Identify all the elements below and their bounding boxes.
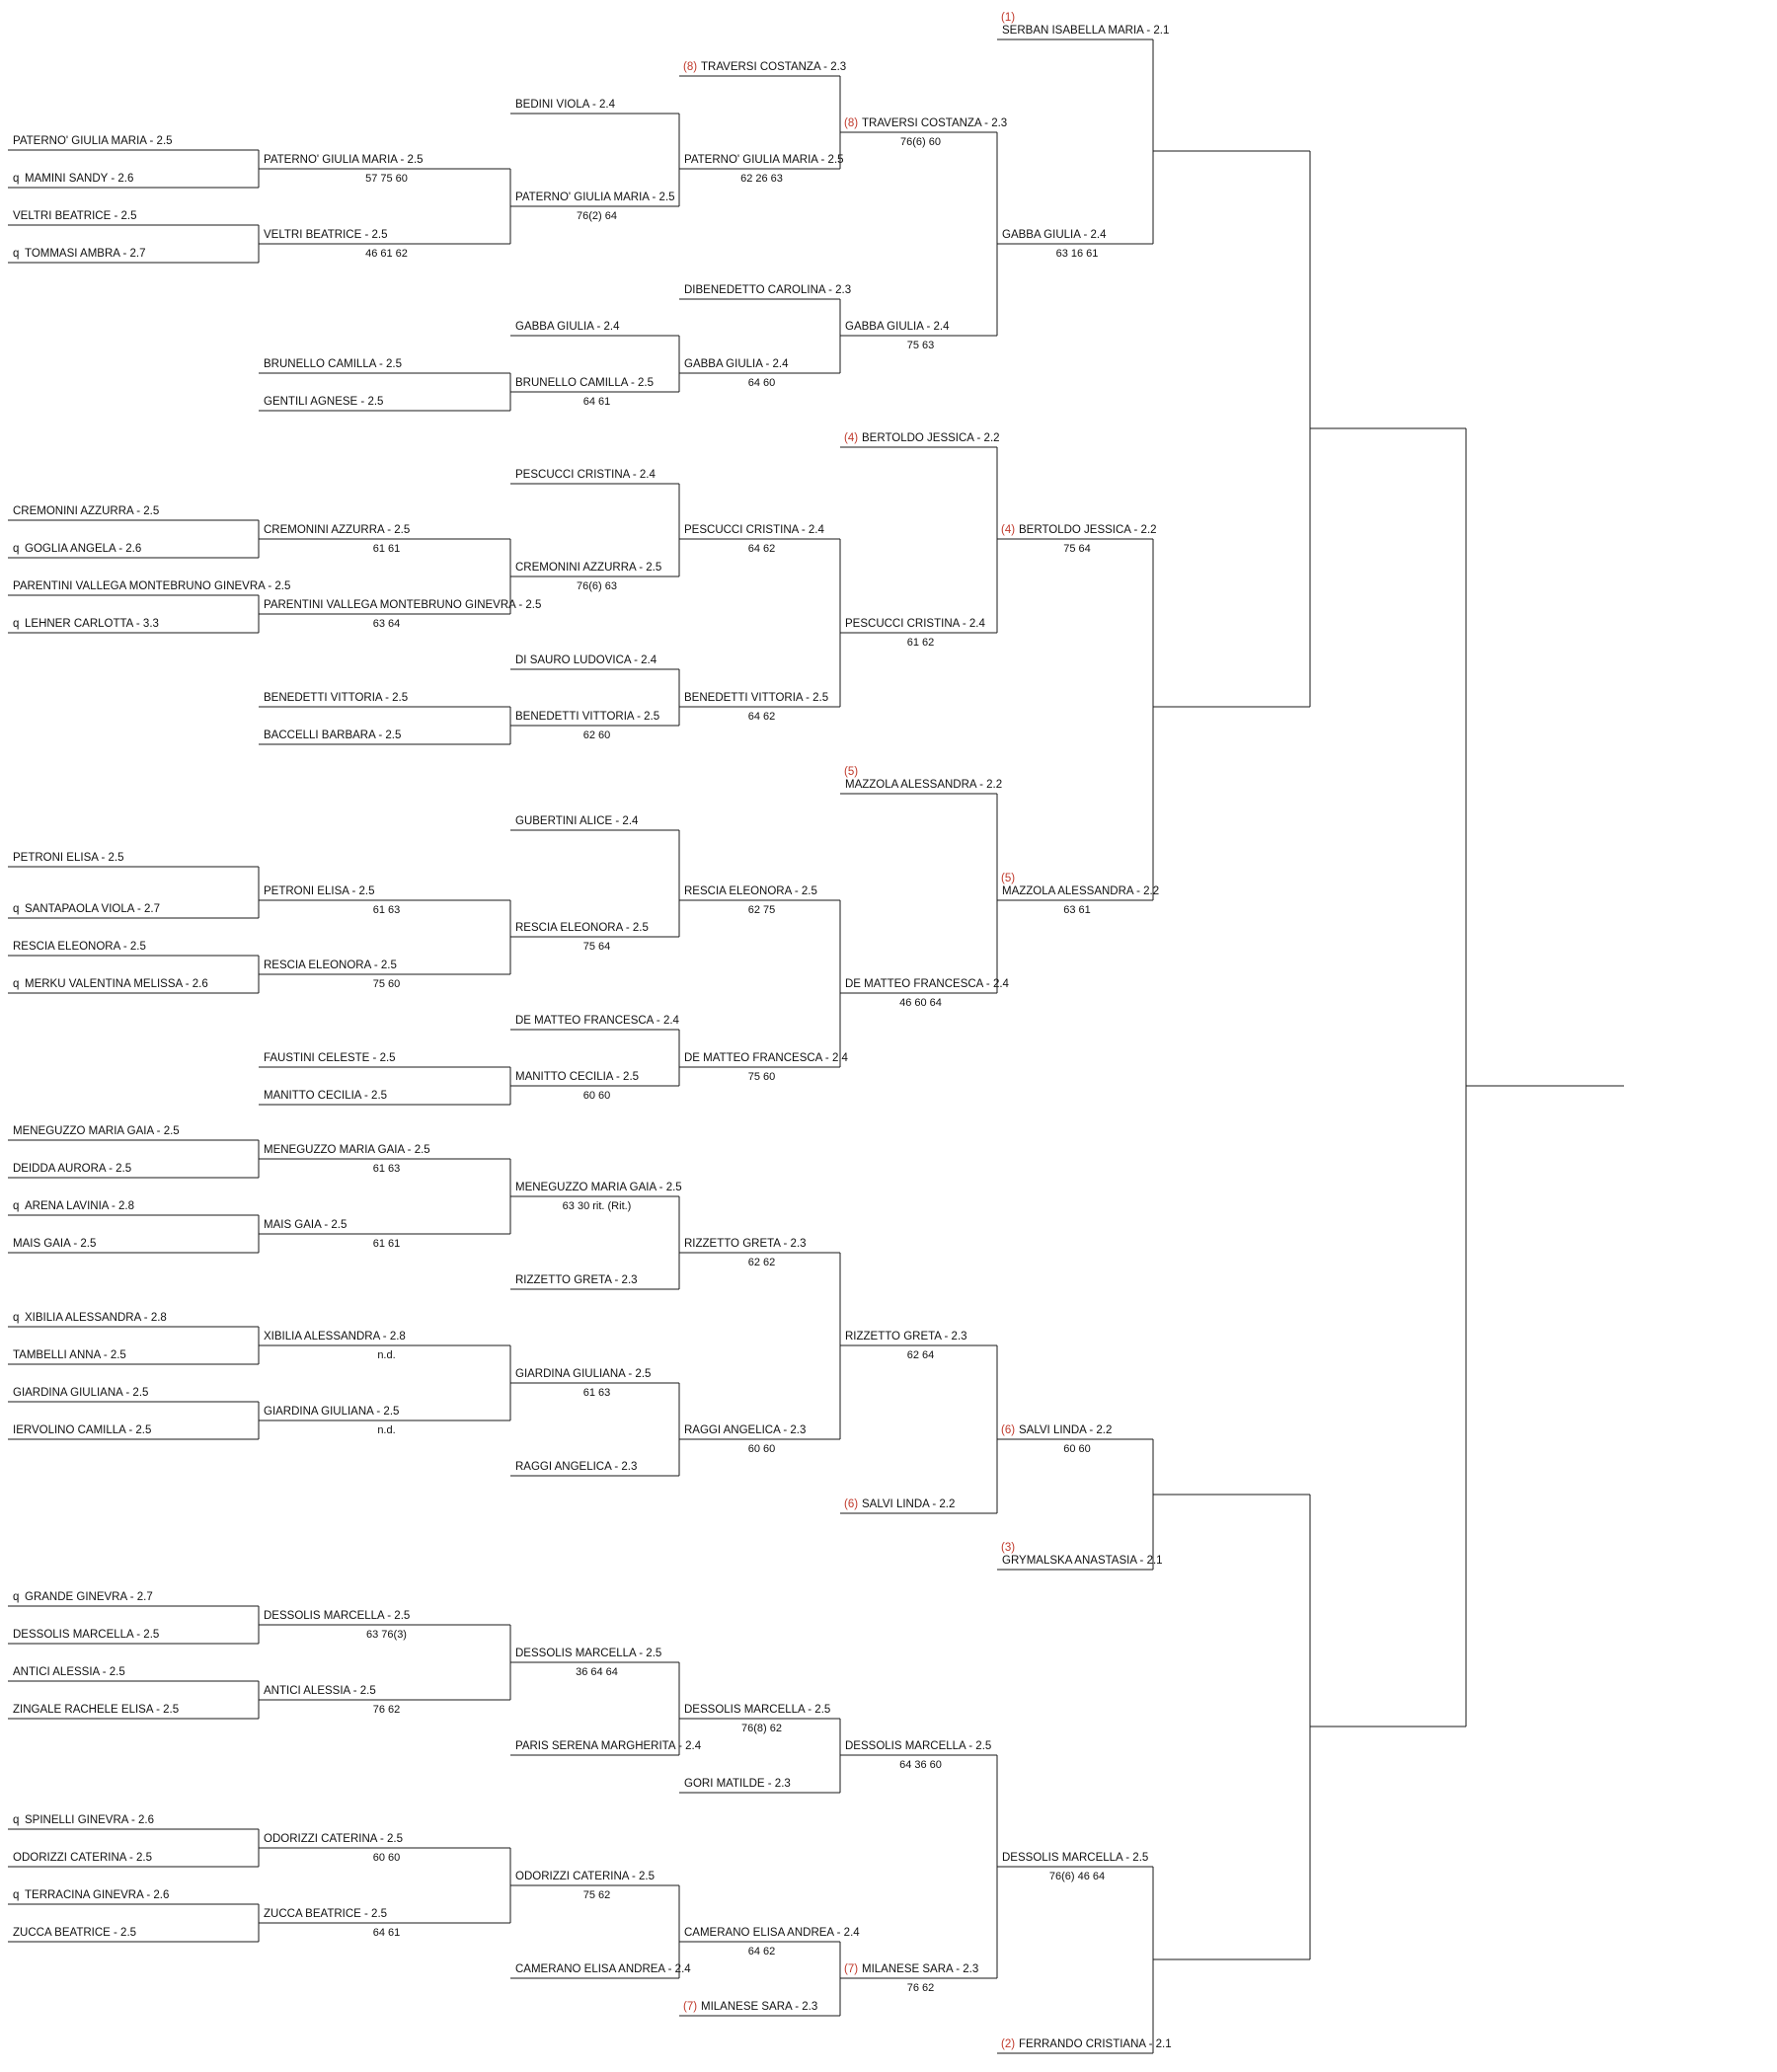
player-name: GORI MATILDE - 2.3 bbox=[684, 1778, 791, 1790]
match-score: 75 64 bbox=[1063, 543, 1091, 555]
player-name: PATERNO' GIULIA MARIA - 2.5 bbox=[684, 154, 844, 166]
player-name: ODORIZZI CATERINA - 2.5 bbox=[264, 1833, 403, 1845]
player-name: BENEDETTI VITTORIA - 2.5 bbox=[264, 692, 409, 704]
player-name: DE MATTEO FRANCESCA - 2.4 bbox=[684, 1052, 848, 1064]
player-name: DE MATTEO FRANCESCA - 2.4 bbox=[845, 978, 1009, 990]
seed-label: (7) bbox=[683, 2001, 698, 2013]
match-score: 57 75 60 bbox=[365, 173, 408, 185]
match-score: 60 60 bbox=[747, 1443, 776, 1455]
player-name: MAIS GAIA - 2.5 bbox=[13, 1238, 97, 1250]
player-name: MAZZOLA ALESSANDRA - 2.2 bbox=[1002, 885, 1160, 897]
player-name: PATERNO' GIULIA MARIA - 2.5 bbox=[264, 154, 424, 166]
player-name: BACCELLI BARBARA - 2.5 bbox=[264, 729, 402, 741]
match-score: 62 75 bbox=[747, 904, 776, 916]
seed-label: (1) bbox=[1001, 12, 1016, 24]
match-score: 75 60 bbox=[372, 978, 401, 990]
player-name: XIBILIA ALESSANDRA - 2.8 bbox=[25, 1312, 167, 1324]
match-score: 76(8) 62 bbox=[741, 1723, 782, 1734]
player-name: TRAVERSI COSTANZA - 2.3 bbox=[862, 117, 1008, 129]
seed-label: (8) bbox=[844, 117, 859, 129]
seed-label: (6) bbox=[844, 1498, 859, 1510]
match-score: 63 64 bbox=[372, 618, 401, 630]
player-name: BERTOLDO JESSICA - 2.2 bbox=[1019, 524, 1157, 536]
match-score: 46 60 64 bbox=[899, 997, 942, 1009]
player-name: MENEGUZZO MARIA GAIA - 2.5 bbox=[13, 1125, 180, 1137]
player-name: GIARDINA GIULIANA - 2.5 bbox=[13, 1387, 149, 1399]
match-score: 63 76(3) bbox=[366, 1629, 407, 1641]
player-name: ARENA LAVINIA - 2.8 bbox=[25, 1200, 135, 1212]
player-name: PATERNO' GIULIA MARIA - 2.5 bbox=[515, 192, 675, 203]
player-name: DEIDDA AURORA - 2.5 bbox=[13, 1163, 132, 1175]
match-score: n.d. bbox=[377, 1424, 396, 1436]
match-score: 64 61 bbox=[582, 396, 611, 408]
player-name: VELTRI BEATRICE - 2.5 bbox=[264, 229, 388, 241]
player-name: GRYMALSKA ANASTASIA - 2.1 bbox=[1002, 1555, 1163, 1567]
player-name: DESSOLIS MARCELLA - 2.5 bbox=[515, 1648, 662, 1659]
match-score: 64 60 bbox=[747, 377, 776, 389]
match-score: 76(6) 63 bbox=[577, 580, 617, 592]
match-score: 64 62 bbox=[747, 711, 776, 723]
match-score: 46 61 62 bbox=[365, 248, 408, 260]
player-name: CREMONINI AZZURRA - 2.5 bbox=[13, 505, 160, 517]
player-name: PATERNO' GIULIA MARIA - 2.5 bbox=[13, 135, 173, 147]
player-name: GABBA GIULIA - 2.4 bbox=[1002, 229, 1107, 241]
player-name: SALVI LINDA - 2.2 bbox=[862, 1498, 956, 1510]
player-name: DESSOLIS MARCELLA - 2.5 bbox=[1002, 1852, 1149, 1864]
player-name: GUBERTINI ALICE - 2.4 bbox=[515, 815, 639, 827]
match-score: 64 61 bbox=[372, 1927, 401, 1939]
qualifier-marker: q bbox=[13, 173, 20, 185]
player-name: GABBA GIULIA - 2.4 bbox=[684, 358, 789, 370]
player-name: RESCIA ELEONORA - 2.5 bbox=[684, 885, 817, 897]
player-name: MANITTO CECILIA - 2.5 bbox=[515, 1071, 640, 1083]
player-name: MERKU VALENTINA MELISSA - 2.6 bbox=[25, 978, 208, 990]
match-score: 64 62 bbox=[747, 1946, 776, 1957]
player-name: PARIS SERENA MARGHERITA - 2.4 bbox=[515, 1740, 702, 1752]
player-name: ZINGALE RACHELE ELISA - 2.5 bbox=[13, 1704, 180, 1716]
match-score: 62 26 63 bbox=[740, 173, 783, 185]
seed-label: (8) bbox=[683, 61, 698, 73]
player-name: ZUCCA BEATRICE - 2.5 bbox=[264, 1908, 388, 1920]
seed-label: (4) bbox=[1001, 524, 1016, 536]
player-name: FAUSTINI CELESTE - 2.5 bbox=[264, 1052, 396, 1064]
player-name: RIZZETTO GRETA - 2.3 bbox=[515, 1274, 638, 1286]
qualifier-marker: q bbox=[13, 903, 20, 915]
seed-label: (2) bbox=[1001, 2038, 1016, 2050]
qualifier-marker: q bbox=[13, 1889, 20, 1901]
player-name: GABBA GIULIA - 2.4 bbox=[845, 321, 950, 333]
qualifier-marker: q bbox=[13, 978, 20, 990]
player-name: ODORIZZI CATERINA - 2.5 bbox=[13, 1852, 152, 1864]
match-score: 75 63 bbox=[906, 340, 935, 351]
player-name: IERVOLINO CAMILLA - 2.5 bbox=[13, 1424, 152, 1436]
player-name: MAZZOLA ALESSANDRA - 2.2 bbox=[845, 779, 1003, 791]
match-score: 61 63 bbox=[582, 1387, 611, 1399]
player-name: BENEDETTI VITTORIA - 2.5 bbox=[684, 692, 829, 704]
match-score: 64 62 bbox=[747, 543, 776, 555]
player-name: CREMONINI AZZURRA - 2.5 bbox=[264, 524, 411, 536]
player-name: ODORIZZI CATERINA - 2.5 bbox=[515, 1871, 655, 1882]
match-score: 61 62 bbox=[906, 637, 935, 649]
player-name: GOGLIA ANGELA - 2.6 bbox=[25, 543, 142, 555]
player-name: DESSOLIS MARCELLA - 2.5 bbox=[13, 1629, 160, 1641]
player-name: DESSOLIS MARCELLA - 2.5 bbox=[264, 1610, 411, 1622]
match-score: 64 36 60 bbox=[899, 1759, 942, 1771]
match-score: 76(6) 46 64 bbox=[1048, 1871, 1106, 1882]
player-name: SERBAN ISABELLA MARIA - 2.1 bbox=[1002, 25, 1170, 37]
player-name: FERRANDO CRISTIANA - 2.1 bbox=[1019, 2038, 1172, 2050]
match-score: 75 60 bbox=[747, 1071, 776, 1083]
player-name: GRANDE GINEVRA - 2.7 bbox=[25, 1591, 153, 1603]
player-name: PARENTINI VALLEGA MONTEBRUNO GINEVRA - 2.5 bbox=[264, 599, 542, 611]
seed-label: (6) bbox=[1001, 1424, 1016, 1436]
player-name: MILANESE SARA - 2.3 bbox=[701, 2001, 818, 2013]
match-score: 75 62 bbox=[582, 1889, 611, 1901]
match-score: 36 64 64 bbox=[576, 1666, 618, 1678]
player-name: BRUNELLO CAMILLA - 2.5 bbox=[264, 358, 402, 370]
player-name: DESSOLIS MARCELLA - 2.5 bbox=[845, 1740, 992, 1752]
player-name: LEHNER CARLOTTA - 3.3 bbox=[25, 618, 159, 630]
qualifier-marker: q bbox=[13, 248, 20, 260]
qualifier-marker: q bbox=[13, 1312, 20, 1324]
qualifier-marker: q bbox=[13, 1200, 20, 1212]
match-score: 75 64 bbox=[582, 941, 611, 953]
player-name: BRUNELLO CAMILLA - 2.5 bbox=[515, 377, 654, 389]
match-score: 63 16 61 bbox=[1055, 248, 1099, 260]
player-name: MAIS GAIA - 2.5 bbox=[264, 1219, 348, 1231]
player-name: CREMONINI AZZURRA - 2.5 bbox=[515, 562, 662, 574]
seed-label: (7) bbox=[844, 1963, 859, 1975]
player-name: SPINELLI GINEVRA - 2.6 bbox=[25, 1814, 155, 1826]
player-name: MILANESE SARA - 2.3 bbox=[862, 1963, 979, 1975]
match-score: 62 60 bbox=[582, 729, 611, 741]
player-name: DIBENEDETTO CAROLINA - 2.3 bbox=[684, 284, 852, 296]
player-name: RAGGI ANGELICA - 2.3 bbox=[684, 1424, 807, 1436]
player-name: RESCIA ELEONORA - 2.5 bbox=[515, 922, 649, 934]
match-score: 63 61 bbox=[1063, 904, 1091, 916]
seed-label: (5) bbox=[1001, 873, 1016, 884]
player-name: ANTICI ALESSIA - 2.5 bbox=[13, 1666, 125, 1678]
player-name: BENEDETTI VITTORIA - 2.5 bbox=[515, 711, 660, 723]
player-name: MAMINI SANDY - 2.6 bbox=[25, 173, 134, 185]
player-name: SALVI LINDA - 2.2 bbox=[1019, 1424, 1113, 1436]
player-name: CAMERANO ELISA ANDREA - 2.4 bbox=[684, 1927, 860, 1939]
player-name: PESCUCCI CRISTINA - 2.4 bbox=[845, 618, 985, 630]
player-name: RESCIA ELEONORA - 2.5 bbox=[13, 941, 146, 953]
match-score: 63 30 rit. (Rit.) bbox=[562, 1200, 632, 1212]
match-score: 76(6) 60 bbox=[900, 136, 941, 148]
match-score: 61 63 bbox=[372, 1163, 401, 1175]
match-score: 60 60 bbox=[372, 1852, 401, 1864]
player-name: DE MATTEO FRANCESCA - 2.4 bbox=[515, 1015, 679, 1027]
match-score: 62 64 bbox=[906, 1349, 935, 1361]
match-score: 76 62 bbox=[372, 1704, 401, 1716]
match-score: n.d. bbox=[377, 1349, 396, 1361]
player-name: ZUCCA BEATRICE - 2.5 bbox=[13, 1927, 137, 1939]
player-name: VELTRI BEATRICE - 2.5 bbox=[13, 210, 137, 222]
player-name: MENEGUZZO MARIA GAIA - 2.5 bbox=[515, 1182, 682, 1193]
player-name: BEDINI VIOLA - 2.4 bbox=[515, 99, 615, 111]
qualifier-marker: q bbox=[13, 618, 20, 630]
player-name: GENTILI AGNESE - 2.5 bbox=[264, 396, 384, 408]
player-name: CAMERANO ELISA ANDREA - 2.4 bbox=[515, 1963, 691, 1975]
player-name: DESSOLIS MARCELLA - 2.5 bbox=[684, 1704, 831, 1716]
player-name: MENEGUZZO MARIA GAIA - 2.5 bbox=[264, 1144, 430, 1156]
player-name: ANTICI ALESSIA - 2.5 bbox=[264, 1685, 376, 1697]
player-name: PESCUCCI CRISTINA - 2.4 bbox=[515, 469, 656, 481]
player-name: XIBILIA ALESSANDRA - 2.8 bbox=[264, 1331, 406, 1343]
player-name: PARENTINI VALLEGA MONTEBRUNO GINEVRA - 2.5 bbox=[13, 580, 291, 592]
player-name: RAGGI ANGELICA - 2.3 bbox=[515, 1461, 638, 1473]
seed-label: (5) bbox=[844, 766, 859, 778]
match-score: 60 60 bbox=[582, 1090, 611, 1102]
player-name: GIARDINA GIULIANA - 2.5 bbox=[515, 1368, 652, 1380]
player-name: TOMMASI AMBRA - 2.7 bbox=[25, 248, 146, 260]
player-name: RESCIA ELEONORA - 2.5 bbox=[264, 959, 397, 971]
player-name: DI SAURO LUDOVICA - 2.4 bbox=[515, 654, 657, 666]
qualifier-marker: q bbox=[13, 1591, 20, 1603]
player-name: BERTOLDO JESSICA - 2.2 bbox=[862, 432, 1000, 444]
match-score: 76(2) 64 bbox=[577, 210, 617, 222]
player-name: RIZZETTO GRETA - 2.3 bbox=[845, 1331, 967, 1343]
player-name: TRAVERSI COSTANZA - 2.3 bbox=[701, 61, 847, 73]
qualifier-marker: q bbox=[13, 1814, 20, 1826]
player-name: PESCUCCI CRISTINA - 2.4 bbox=[684, 524, 824, 536]
match-score: 61 61 bbox=[372, 1238, 401, 1250]
player-name: RIZZETTO GRETA - 2.3 bbox=[684, 1238, 807, 1250]
seed-label: (4) bbox=[844, 432, 859, 444]
match-score: 61 63 bbox=[372, 904, 401, 916]
player-name: GIARDINA GIULIANA - 2.5 bbox=[264, 1406, 400, 1418]
match-score: 60 60 bbox=[1063, 1443, 1091, 1455]
player-name: SANTAPAOLA VIOLA - 2.7 bbox=[25, 903, 160, 915]
qualifier-marker: q bbox=[13, 543, 20, 555]
player-name: TERRACINA GINEVRA - 2.6 bbox=[25, 1889, 170, 1901]
match-score: 62 62 bbox=[747, 1257, 776, 1268]
match-score: 61 61 bbox=[372, 543, 401, 555]
player-name: TAMBELLI ANNA - 2.5 bbox=[13, 1349, 126, 1361]
player-name: MANITTO CECILIA - 2.5 bbox=[264, 1090, 388, 1102]
player-name: PETRONI ELISA - 2.5 bbox=[264, 885, 375, 897]
match-score: 76 62 bbox=[906, 1982, 935, 1994]
seed-label: (3) bbox=[1001, 1542, 1016, 1554]
player-name: GABBA GIULIA - 2.4 bbox=[515, 321, 620, 333]
player-name: PETRONI ELISA - 2.5 bbox=[13, 852, 124, 864]
